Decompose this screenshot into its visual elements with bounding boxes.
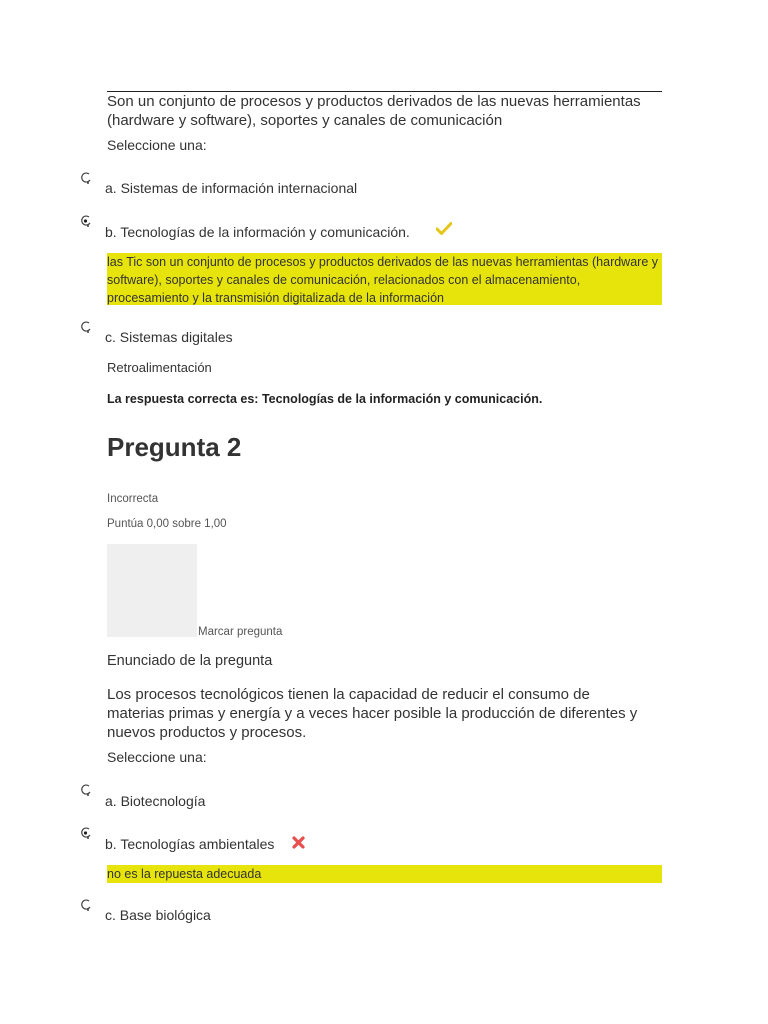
q2-feedback: no es la repuesta adecuada: [107, 865, 662, 883]
cross-icon: [292, 836, 305, 849]
flag-question-link[interactable]: Marcar pregunta: [198, 626, 283, 638]
correct-answer-text: La respuesta correcta es: Tecnologías de la información y comunicación.: [107, 392, 543, 406]
flag-image-placeholder[interactable]: [107, 544, 197, 637]
question-2-title: Pregunta 2: [107, 432, 242, 462]
q1-option-b[interactable]: b. Tecnologías de la información y comunicación.: [105, 224, 410, 240]
retroalimentacion-label: Retroalimentación: [107, 360, 212, 375]
question-status: Incorrecta: [107, 493, 159, 505]
q2-radio-c[interactable]: [80, 899, 92, 911]
q2-option-b[interactable]: b. Tecnologías ambientales: [105, 836, 275, 852]
q1-option-c[interactable]: c. Sistemas digitales: [105, 329, 233, 345]
q2-option-c[interactable]: c. Base biológica: [105, 907, 211, 923]
q2-radio-b-selected[interactable]: [80, 827, 92, 839]
check-icon: [436, 222, 452, 235]
q2-select-label: Seleccione una:: [107, 749, 207, 765]
question-1-text: Son un conjunto de procesos y productos derivados de las nuevas herramientas (hardware y software), soportes y canales de comunicación: [107, 93, 641, 129]
q2-option-a[interactable]: a. Biotecnología: [105, 793, 206, 809]
q1-feedback: las Tic son un conjunto de procesos y productos derivados de las nuevas herramientas (hardware y software), soportes y canales de comunicación, relacionados con el almacenamiento, procesamiento y la transmisión digitalizada de la información: [107, 253, 662, 305]
question-score: Puntúa 0,00 sobre 1,00: [107, 518, 227, 530]
question-2-text: Los procesos tecnológicos tienen la capacidad de reducir el consumo de materias primas y energía y a veces hacer posible la producción de diferentes y nuevos productos y procesos.: [107, 686, 638, 741]
q1-select-label: Seleccione una:: [107, 137, 207, 153]
q2-radio-a[interactable]: [80, 784, 92, 796]
q1-radio-a[interactable]: [80, 172, 92, 184]
q1-radio-b-selected[interactable]: [80, 215, 92, 227]
statement-label: Enunciado de la pregunta: [107, 653, 273, 669]
q1-option-a[interactable]: a. Sistemas de información internacional: [105, 180, 358, 196]
q1-radio-c[interactable]: [80, 321, 92, 333]
